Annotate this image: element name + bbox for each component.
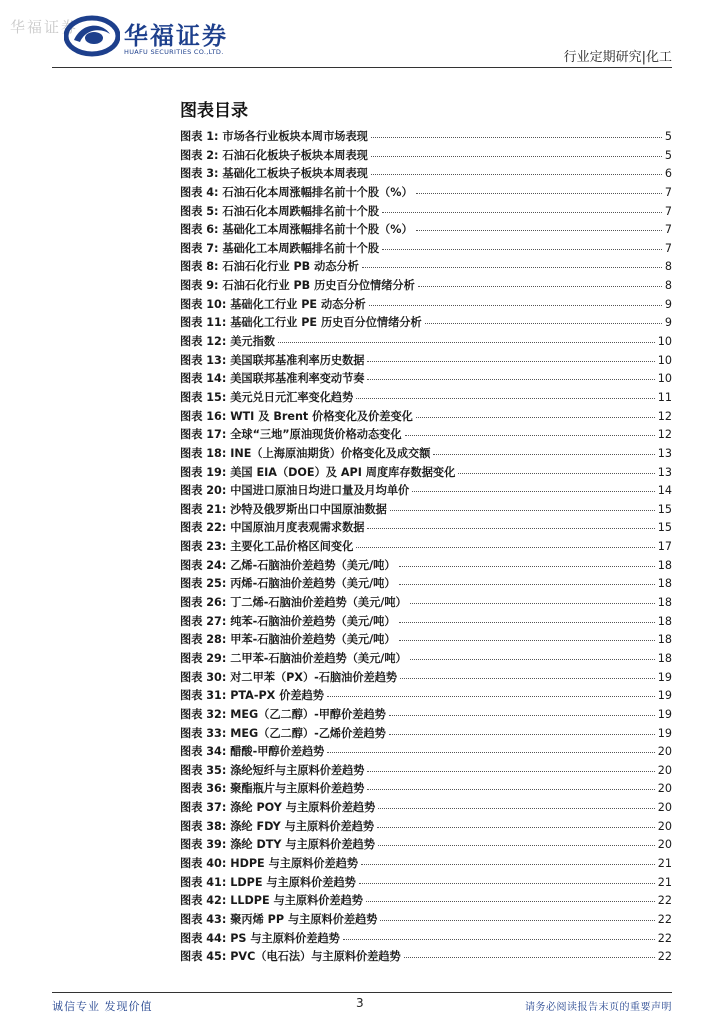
toc-leader-dots	[378, 832, 655, 846]
toc-item-page: 18	[657, 633, 672, 647]
toc-item-label: 图表 20: 中国进口原油日均进口量及月均单价	[180, 484, 410, 498]
toc-item-page: 10	[657, 335, 672, 349]
toc-leader-dots	[327, 739, 654, 753]
swirl-logo-icon	[64, 14, 120, 58]
toc-item-label: 图表 17: 全球“三地”原油现货价格动态变化	[180, 428, 402, 442]
toc-item-page: 19	[657, 689, 672, 703]
toc-item-label: 图表 4: 石油石化本周涨幅排名前十个股（%）	[180, 185, 413, 199]
toc-leader-dots	[410, 590, 655, 604]
toc-item-label: 图表 7: 基础化工本周跌幅排名前十个股	[180, 241, 380, 255]
toc-item-label: 图表 28: 甲苯-石脑油价差趋势（美元/吨）	[180, 633, 396, 647]
toc-item-label: 图表 35: 涤纶短纤与主原料价差趋势	[180, 763, 365, 777]
toc-item-page: 14	[657, 484, 672, 498]
toc-leader-dots	[399, 609, 655, 623]
toc-leader-dots	[382, 199, 662, 213]
toc-leader-dots	[380, 907, 654, 921]
toc-leader-dots	[399, 627, 655, 641]
toc-item-page: 20	[657, 838, 672, 852]
footer-disclaimer: 请务必阅读报告末页的重要声明	[525, 1002, 672, 1013]
toc-item-page: 12	[657, 409, 672, 423]
toc-item-page: 18	[657, 577, 672, 591]
toc-item-label: 图表 37: 涤纶 POY 与主原料价差趋势	[180, 801, 376, 815]
toc-item-label: 图表 39: 涤纶 DTY 与主原料价差趋势	[180, 838, 375, 852]
toc-item-label: 图表 29: 二甲苯-石脑油价差趋势（美元/吨）	[180, 651, 407, 665]
toc-item-page: 22	[657, 894, 672, 908]
toc-item-label: 图表 12: 美元指数	[180, 335, 275, 349]
toc-item-page: 22	[657, 931, 672, 945]
toc-leader-dots	[399, 553, 655, 567]
toc-leader-dots	[367, 758, 654, 772]
header-watermark: 华福证券	[10, 18, 79, 36]
toc-item-label: 图表 42: LLDPE 与主原料价差趋势	[180, 894, 363, 908]
toc-item[interactable]	[180, 946, 672, 965]
toc-item-page: 15	[657, 502, 672, 516]
toc-leader-dots	[433, 441, 654, 455]
toc-leader-dots	[371, 161, 662, 175]
report-type-label: 行业定期研究|化工	[563, 50, 672, 65]
toc-leader-dots	[367, 515, 654, 529]
toc-item-page: 10	[657, 353, 672, 367]
toc-item-page: 6	[664, 167, 672, 181]
toc-item-label: 图表 41: LDPE 与主原料价差趋势	[180, 875, 356, 889]
toc-title: 图表目录	[180, 101, 248, 121]
toc-item-label: 图表 9: 石油石化行业 PB 历史百分位情绪分析	[180, 279, 415, 293]
toc-item-page: 9	[664, 297, 672, 311]
toc-leader-dots	[425, 310, 662, 324]
toc-leader-dots	[371, 143, 662, 157]
toc-item-label: 图表 15: 美元兑日元汇率变化趋势	[180, 390, 354, 404]
toc-item-page: 13	[657, 465, 672, 479]
toc-item-label: 图表 26: 丁二烯-石脑油价差趋势（美元/吨）	[180, 596, 407, 610]
toc-item-label: 图表 25: 丙烯-石脑油价差趋势（美元/吨）	[180, 577, 396, 591]
toc-item-page: 20	[657, 801, 672, 815]
toc-item-label: 图表 13: 美国联邦基准利率历史数据	[180, 353, 365, 367]
toc-item-page: 15	[657, 521, 672, 535]
toc-leader-dots	[405, 422, 655, 436]
toc-item-page: 18	[657, 558, 672, 572]
toc-leader-dots	[416, 217, 662, 231]
toc-item-page: 8	[664, 279, 672, 293]
logo-chinese-name: 华福证券	[124, 21, 228, 50]
toc-leader-dots	[412, 478, 655, 492]
toc-item-label: 图表 32: MEG（乙二醇）-甲醇价差趋势	[180, 707, 386, 721]
toc-item-page: 7	[664, 241, 672, 255]
toc-item-label: 图表 44: PS 与主原料价差趋势	[180, 931, 340, 945]
toc-leader-dots	[361, 851, 655, 865]
toc-item-page: 22	[657, 950, 672, 964]
toc-item-label: 图表 16: WTI 及 Brent 价格变化及价差变化	[180, 409, 413, 423]
toc-item-page: 12	[657, 428, 672, 442]
toc-item-page: 19	[657, 670, 672, 684]
toc-item-page: 13	[657, 446, 672, 460]
toc-item-page: 7	[664, 223, 672, 237]
toc-leader-dots	[416, 180, 662, 194]
toc-leader-dots	[367, 348, 654, 362]
toc-item-page: 20	[657, 819, 672, 833]
toc-leader-dots	[410, 646, 655, 660]
toc-leader-dots	[366, 888, 655, 902]
toc-item-label: 图表 36: 聚酯瓶片与主原料价差趋势	[180, 782, 365, 796]
toc-leader-dots	[362, 254, 662, 268]
toc-item-label: 图表 11: 基础化工行业 PE 历史百分位情绪分析	[180, 316, 422, 330]
toc-item-label: 图表 14: 美国联邦基准利率变动节奏	[180, 372, 365, 386]
toc-item-page: 22	[657, 912, 672, 926]
toc-item-label: 图表 40: HDPE 与主原料价差趋势	[180, 856, 359, 870]
toc-item-page: 18	[657, 614, 672, 628]
toc-item-label: 图表 5: 石油石化本周跌幅排名前十个股	[180, 204, 380, 218]
toc-leader-dots	[404, 944, 655, 958]
toc-item-label: 图表 30: 对二甲苯（PX）-石脑油价差趋势	[180, 670, 398, 684]
toc-item-label: 图表 34: 醋酸-甲醇价差趋势	[180, 745, 325, 759]
header-divider	[52, 67, 672, 68]
toc-item-page: 21	[657, 856, 672, 870]
toc-leader-dots	[399, 571, 655, 585]
toc-item-page: 8	[664, 260, 672, 274]
toc-item-page: 19	[657, 726, 672, 740]
toc-item-page: 7	[664, 185, 672, 199]
toc-item-page: 17	[657, 540, 672, 554]
toc-item-page: 5	[664, 130, 672, 143]
toc-leader-dots	[356, 385, 654, 399]
toc-leader-dots	[367, 366, 654, 380]
toc-item-label: 图表 31: PTA-PX 价差趋势	[180, 689, 324, 703]
toc-leader-dots	[369, 292, 662, 306]
toc-item-page: 5	[664, 148, 672, 162]
toc-leader-dots	[367, 776, 654, 790]
toc-item-label: 图表 19: 美国 EIA（DOE）及 API 周度库存数据变化	[180, 465, 456, 479]
toc-item-page: 18	[657, 596, 672, 610]
toc-item-label: 图表 18: INE（上海原油期货）价格变化及成交额	[180, 446, 431, 460]
toc-item-page: 10	[657, 372, 672, 386]
toc-item-page: 9	[664, 316, 672, 330]
toc-item-label: 图表 6: 基础化工本周涨幅排名前十个股（%）	[180, 223, 413, 237]
toc-item-label: 图表 43: 聚丙烯 PP 与主原料价差趋势	[180, 912, 378, 926]
toc-item-label: 图表 22: 中国原油月度表观需求数据	[180, 521, 365, 535]
toc-leader-dots	[382, 236, 662, 250]
toc-leader-dots	[377, 814, 655, 828]
toc-leader-dots	[278, 329, 655, 343]
toc-leader-dots	[327, 683, 655, 697]
toc-item-page: 20	[657, 763, 672, 777]
toc-item-page: 11	[657, 390, 672, 404]
toc-item-label: 图表 45: PVC（电石法）与主原料价差趋势	[180, 950, 401, 964]
footer-slogan: 诚信专业 发现价值	[52, 1000, 153, 1013]
toc-leader-dots	[343, 926, 655, 940]
toc-item-label: 图表 21: 沙特及俄罗斯出口中国原油数据	[180, 502, 387, 516]
toc-item-label: 图表 8: 石油石化行业 PB 动态分析	[180, 260, 359, 274]
toc-item-label: 图表 2: 石油石化板块子板块本周表现	[180, 148, 368, 162]
toc-item-page: 20	[657, 782, 672, 796]
toc-leader-dots	[356, 534, 654, 548]
toc-item-label: 图表 23: 主要化工品价格区间变化	[180, 540, 354, 554]
toc-list	[180, 126, 672, 965]
toc-leader-dots	[458, 460, 654, 474]
toc-leader-dots	[359, 870, 655, 884]
page-number: 3	[356, 996, 364, 1010]
toc-leader-dots	[418, 273, 662, 287]
toc-item-page: 7	[664, 204, 672, 218]
toc-item-label: 图表 38: 涤纶 FDY 与主原料价差趋势	[180, 819, 375, 833]
toc-item-page: 19	[657, 707, 672, 721]
toc-item-page: 21	[657, 875, 672, 889]
toc-leader-dots	[389, 721, 655, 735]
toc-leader-dots	[390, 497, 655, 511]
logo-english-name: HUAFU SECURITIES CO.,LTD.	[124, 48, 224, 56]
toc-item-label: 图表 33: MEG（乙二醇）-乙烯价差趋势	[180, 726, 386, 740]
toc-leader-dots	[400, 665, 655, 679]
footer-divider	[52, 992, 672, 993]
toc-item-page: 18	[657, 651, 672, 665]
toc-item-label: 图表 24: 乙烯-石脑油价差趋势（美元/吨）	[180, 558, 396, 572]
toc-item-label: 图表 3: 基础化工板块子板块本周表现	[180, 167, 368, 181]
toc-item-page: 20	[657, 745, 672, 759]
toc-leader-dots	[378, 795, 654, 809]
toc-item-label: 图表 1: 市场各行业板块本周市场表现	[180, 130, 368, 143]
toc-leader-dots	[371, 124, 662, 138]
toc-item-label: 图表 27: 纯苯-石脑油价差趋势（美元/吨）	[180, 614, 396, 628]
company-logo	[64, 10, 264, 62]
toc-leader-dots	[389, 702, 655, 716]
toc-item-label: 图表 10: 基础化工行业 PE 动态分析	[180, 297, 366, 311]
toc-leader-dots	[416, 404, 655, 418]
